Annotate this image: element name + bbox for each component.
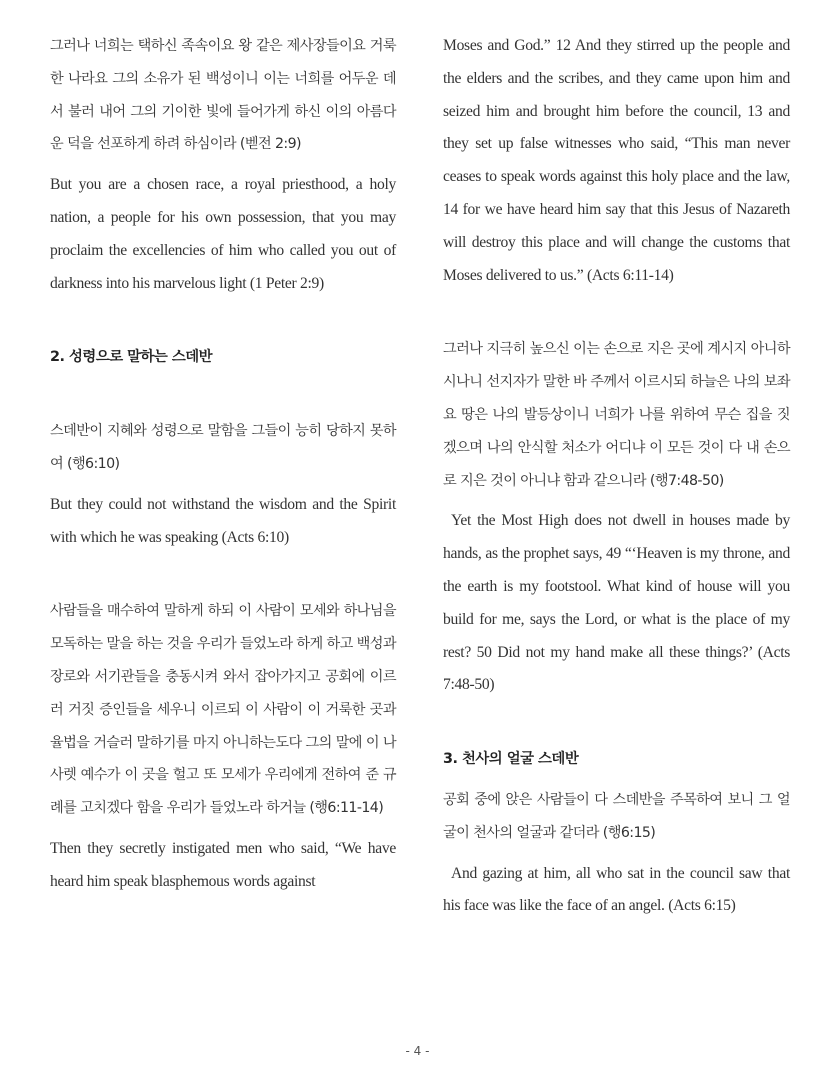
verse-english-1peter-2-9: But you are a chosen race, a royal priesthood, a holy nation, a people for his own possession, that you may proclaim the excellencies of him who called you out of darkness into his marvelous light (1 Peter 2:9) bbox=[50, 176, 396, 292]
verse-english-acts-6-10: But they could not withstand the wisdom and the Spirit with which he was speaking (Acts 6:10) bbox=[50, 495, 396, 546]
page-number: - 4 - bbox=[405, 1044, 430, 1058]
verse-english-acts-6-15: And gazing at him, all who sat in the council saw that his face was like the face of an angel. (Acts 6:15) bbox=[443, 864, 790, 915]
verse-korean-acts-6-11-14: 사람들을 매수하여 말하게 하되 이 사람이 모세와 하나님을 모독하는 말을 하는 것을 우리가 들었노라 하게 하고 백성과 장로와 서기관들을 충동시켜 와서 잡아가지고 공회에 이르러 거짓 증인들을 세우니 이르되 이 사람이 이 거룩한 곳과 율법을 거슬러 말하기를 마지 아니하는도다 그의 말에 이 나사렛 예수가 이 곳을 헐고 또 모세가 우리에게 전하여 준 규례를 고치겠다 함을 우리가 들었노라 하거늘 (행6:11-14) bbox=[50, 603, 396, 817]
verse-korean-acts-6-10: 스데반이 지혜와 성령으로 말함을 그들이 능히 당하지 못하여 (행6:10) bbox=[50, 423, 396, 472]
section-heading-3: 3. 천사의 얼굴 스데반 bbox=[443, 751, 579, 768]
verse-english-acts-7-48-50: Yet the Most High does not dwell in houses made by hands, as the prophet says, 49 “‘Heaven is my throne, and the earth is my footstool. What kind of house will you build for me, says the Lord, or what is the place of my rest? 50 Did not my hand make all these things?’ (Acts 7:48-50) bbox=[443, 512, 790, 694]
verse-english-acts-6-11-14-cont: Moses and God.” 12 And they stirred up the people and the elders and the scribes, and they came upon him and seized him and brought him before the council, 13 and they set up false witnesses who said, “This man never ceases to speak words against this holy place and the law, 14 for we have heard him say that this Jesus of Nazareth will destroy this place and will change the customs that Moses delivered to us.” (Acts 6:11-14) bbox=[443, 37, 790, 284]
right-column bbox=[443, 30, 790, 923]
verse-korean-acts-7-48-50: 그러나 지극히 높으신 이는 손으로 지은 곳에 계시지 아니하시나니 선지자가 말한 바 주께서 이르시되 하늘은 나의 보좌요 땅은 나의 발등상이니 너희가 나를 위하여 무슨 집을 짓겠으며 나의 안식할 처소가 어디냐 이 모든 것이 다 내 손으로 지은 것이 아니냐 함과 같으니라 (행7:48-50) bbox=[443, 341, 790, 489]
verse-korean-1peter-2-9: 그러나 너희는 택하신 족속이요 왕 같은 제사장들이요 거룩한 나라요 그의 소유가 된 백성이니 이는 너희를 어두운 데서 불러 내어 그의 기이한 빛에 들어가게 하신 이의 아름다운 덕을 선포하게 하려 하심이라 (벧전 2:9) bbox=[50, 38, 396, 153]
verse-english-acts-6-11-start: Then they secretly instigated men who said, “We have heard him speak blasphemous words against bbox=[50, 839, 396, 890]
section-heading-2: 2. 성령으로 말하는 스데반 bbox=[50, 349, 213, 366]
verse-korean-acts-6-15: 공회 중에 앉은 사람들이 다 스데반을 주목하여 보니 그 얼굴이 천사의 얼굴과 같더라 (행6:15) bbox=[443, 791, 790, 841]
left-column bbox=[50, 30, 396, 899]
